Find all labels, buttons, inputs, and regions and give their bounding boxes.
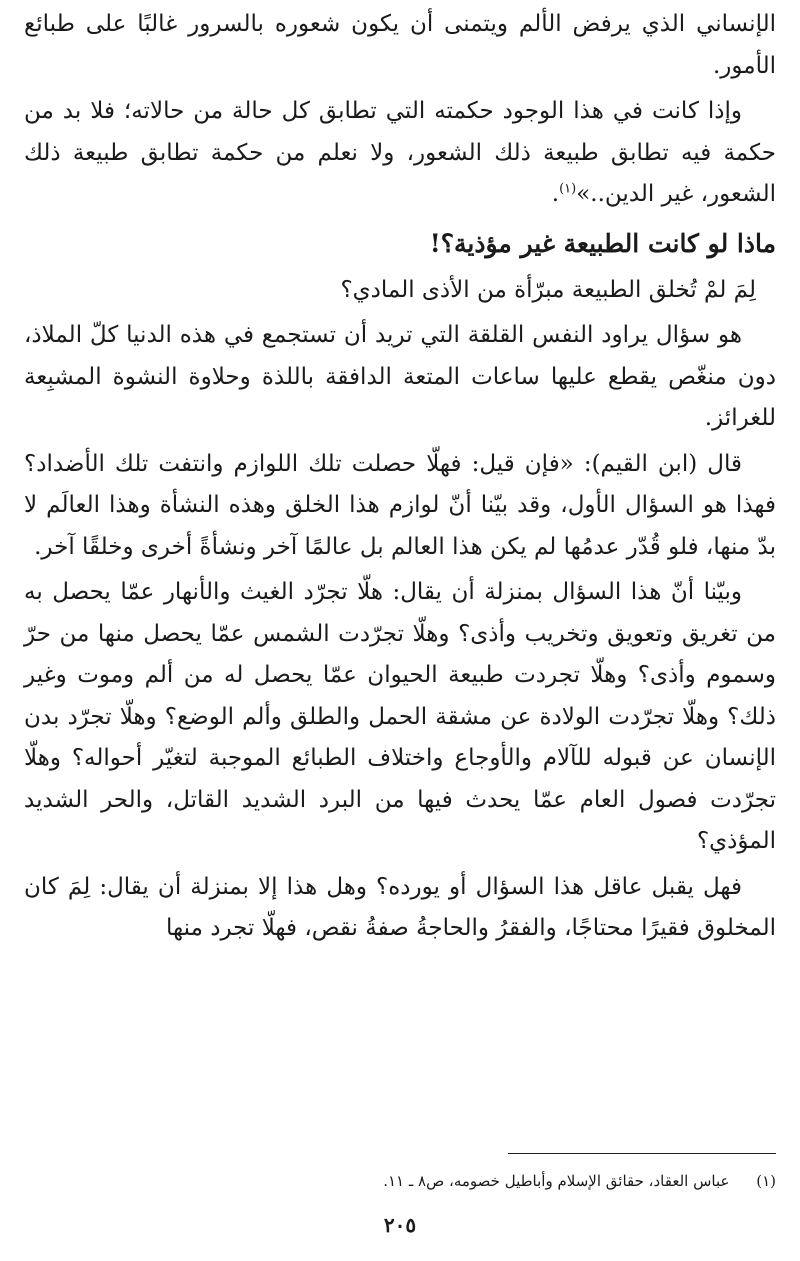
footnote-number: (١): [756, 1172, 776, 1190]
footnote: [24, 1170, 776, 1192]
body-text: [24, 4, 776, 950]
paragraph-1-text: الإنساني الذي يرفض الألم ويتمنى أن يكون شعوره بالسرور غالبًا على طبائع الأمور.: [24, 11, 776, 79]
paragraph-1: [24, 4, 776, 87]
page-number: ٢٠٥: [383, 1213, 417, 1237]
paragraph-6: فهل يقبل عاقل هذا السؤال أو يورده؟ وهل هذا إلا بمنزلة أن يقال: لِمَ كان المخلوق فقيرًا محتاجًا، والفقرُ والحاجةُ صفةُ نقص، فهلّا تجرد منها: [24, 873, 776, 941]
paragraph-2-text: وإذا كانت في هذا الوجود حكمته التي تطابق كل حالة من حالاته؛ فلا بد من حكمة فيه تطابق طبيعة ذلك الشعور، ولا نعلم من حكمة تطابق طبيعة ذلك الشعور، غير الدين..»: [24, 98, 776, 207]
paragraph-5: وبيّنا أنّ هذا السؤال بمنزلة أن يقال: هلّا تجرّد الغيث والأنهار عمّا يحصل به من تغريق وتعويق وتخريب وأذى؟ وهلّا تجرّدت الشمس عمّا يحصل منها من حرّ وسموم وأذى؟ وهلّا تجردت طبيعة الحيوان عمّا يحصل له من ألم وموت وغير ذلك؟ وهلّا تجرّدت الولادة عن مشقة الحمل والطلق وألم الوضع؟ وهلّا تجرّد بدن الإنسان عن قبوله للآلام والأوجاع واختلاف الطبائع الموجبة لتغيّر أحواله؟ وهلّا تجرّدت فصول العام عمّا يحدث فيها من البرد الشديد القاتل، والحر الشديد المؤذي؟: [24, 579, 776, 854]
question-line: لِمَ لمْ تُخلق الطبيعة مبرّأة من الأذى المادي؟: [340, 276, 756, 303]
paragraph-4: قال (ابن القيم): «فإن قيل: فهلّا حصلت تلك اللوازم وانتفت تلك الأضداد؟ فهذا هو السؤال الأول، وقد بيّنا أنّ لوازم هذا الخلق وهذه النشأة وهذا العالَم لا بدّ منها، فلو قُدّر عدمُها لم يكن هذا العالم بل عالمًا آخر ونشأةً أخرى وخلقًا آخر.: [24, 450, 776, 560]
footnote-separator: [508, 1153, 776, 1154]
section-heading: ماذا لو كانت الطبيعة غير مؤذية؟!: [429, 228, 776, 258]
paragraph-3: هو سؤال يراود النفس القلقة التي تريد أن تستجمع في هذه الدنيا كلّ الملاذ، دون منغّص يقطع عليها ساعات المتعة الدافقة باللذة وحلاوة النشوة المشبِعة للغرائز.: [24, 322, 776, 431]
footnote-reference: (١): [559, 181, 577, 197]
footnote-text: عباس العقاد، حقائق الإسلام وأباطيل خصومه، ص٨ ـ ١١.: [383, 1172, 730, 1190]
paragraph-2: وإذا كانت في هذا الوجود حكمته التي تطابق كل حالة من حالاته؛ فلا بد من حكمة فيه تطابق طبيعة ذلك الشعور، ولا نعلم من حكمة تطابق طبيعة ذلك الشعور، غير الدين..»$^{(١)}$.: [24, 98, 776, 207]
